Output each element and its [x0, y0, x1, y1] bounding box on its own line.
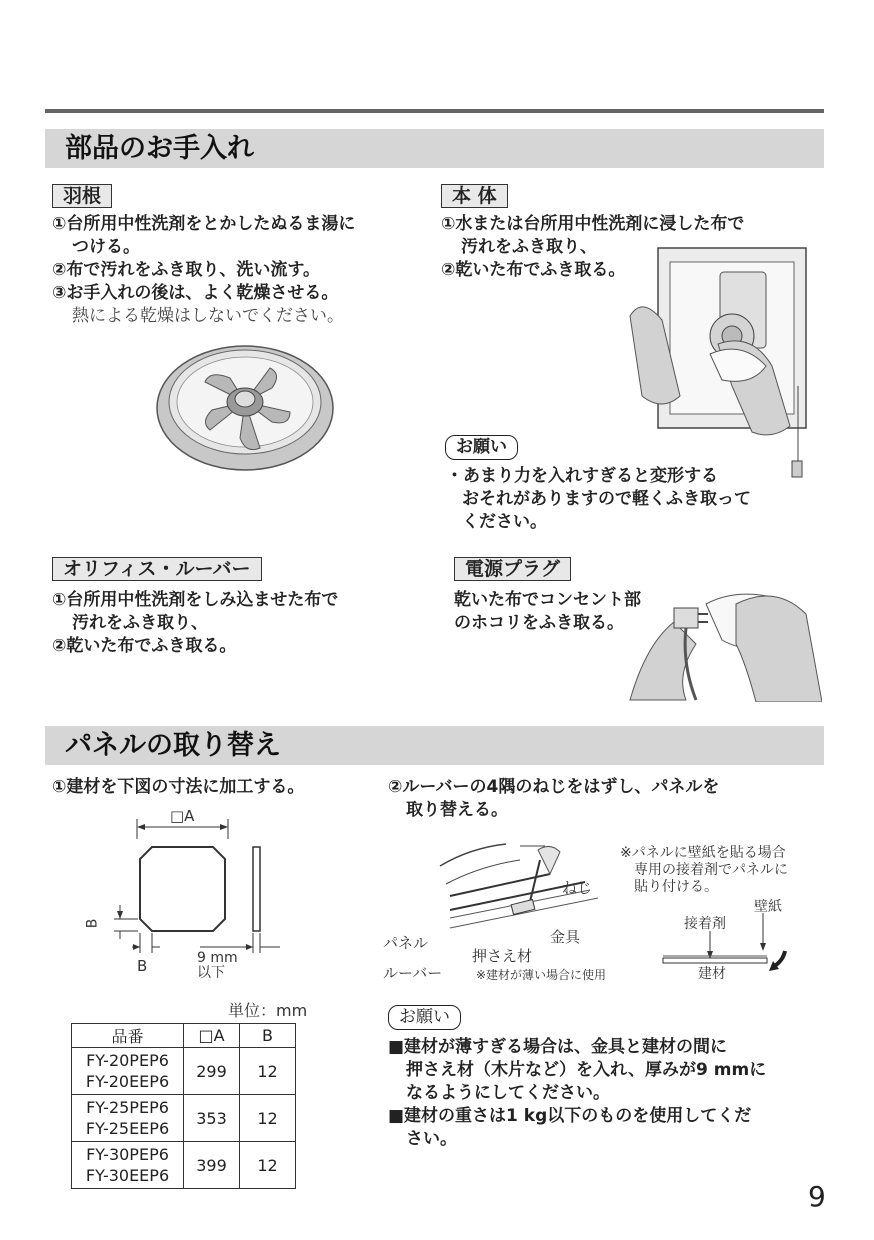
body-request-label: お願い	[445, 435, 518, 460]
blade-step-3: ③お手入れの後は、よく乾燥させる。	[52, 283, 339, 303]
top-rule	[45, 109, 824, 113]
body-step-1-cont: 汚れをふき取り、	[461, 237, 597, 257]
model-number: FY-25EEP6	[85, 1119, 170, 1138]
dim-b-bottom-label: B	[137, 957, 148, 975]
body-step-2: ②乾いた布でふき取る。	[441, 260, 626, 280]
plug-label: 電源プラグ	[454, 557, 571, 581]
panel-step-2: ②ルーバーの4隅のねじをはずし、パネルを	[388, 777, 720, 797]
table-header-row	[72, 1024, 296, 1048]
a-value: 299	[184, 1048, 240, 1095]
dim-thickness: 9 mm	[197, 950, 238, 966]
blade-step-1: ①台所用中性洗剤をとかしたぬるま湯に	[52, 214, 356, 234]
dim-a-label: □A	[170, 807, 195, 825]
orifice-label: オリフィス・ルーバー	[52, 557, 262, 581]
header-b: B	[240, 1024, 296, 1048]
fan-illustration	[150, 330, 340, 480]
panel-request-line-5: さい。	[406, 1129, 457, 1149]
plug-cleaning-illustration	[626, 584, 822, 702]
orifice-step-1: ①台所用中性洗剤をしみ込ませた布で	[52, 590, 339, 610]
dim-thickness-note: 以下	[197, 965, 225, 981]
body-request-line-2: おそれがありますので軽くふき取って	[462, 489, 751, 509]
spec-table	[71, 1023, 296, 1189]
label-presser-note: ※建材が薄い場合に使用	[476, 968, 607, 982]
panel-request-label: お願い	[388, 1005, 461, 1030]
label-bracket: 金具	[550, 928, 581, 946]
model-cell	[72, 1142, 184, 1189]
model-cell	[72, 1048, 184, 1095]
model-number: FY-20EEP6	[85, 1072, 170, 1091]
blade-note: 熱による乾燥はしないでください。	[72, 306, 344, 326]
body-step-1: ①水または台所用中性洗剤に浸した布で	[441, 214, 745, 234]
label-wallpaper: 壁紙	[754, 899, 782, 915]
wallpaper-note-line-1: ※パネルに壁紙を貼る場合	[620, 845, 786, 861]
dimension-diagram	[80, 805, 300, 980]
label-adhesive: 接着剤	[684, 916, 726, 932]
blade-step-1-cont: つける。	[72, 237, 140, 257]
blade-label: 羽根	[52, 184, 112, 208]
page-number: 9	[808, 1180, 826, 1213]
header-model: 品番	[72, 1024, 184, 1048]
header-a: □A	[184, 1024, 240, 1048]
label-louver: ルーバー	[383, 964, 443, 982]
label-panel: パネル	[383, 934, 429, 952]
wallpaper-note-line-3: 貼り付ける。	[634, 879, 718, 895]
wallpaper-diagram	[655, 905, 805, 980]
body-request-line-3: ください。	[462, 512, 547, 532]
model-number: FY-30PEP6	[86, 1145, 169, 1164]
orifice-step-1-cont: 汚れをふき取り、	[72, 613, 208, 633]
model-number: FY-20PEP6	[86, 1051, 169, 1070]
panel-step-2-cont: 取り替える。	[406, 800, 508, 820]
model-number: FY-25PEP6	[86, 1098, 169, 1117]
table-row	[72, 1142, 296, 1189]
table-row	[72, 1095, 296, 1142]
blade-step-2: ②布で汚れをふき取り、洗い流す。	[52, 260, 321, 280]
model-number: FY-30EEP6	[85, 1166, 170, 1185]
panel-step-1: ①建材を下図の寸法に加工する。	[52, 777, 305, 797]
label-presser: 押さえ材	[472, 947, 533, 965]
body-request-line-1: ・あまり力を入れすぎると変形する	[446, 466, 718, 486]
b-value: 12	[240, 1142, 296, 1189]
wallpaper-note-line-2: 専用の接着剤でパネルに	[634, 862, 788, 878]
section-title-panel: パネルの取り替え	[65, 730, 281, 761]
model-cell	[72, 1095, 184, 1142]
b-value: 12	[240, 1048, 296, 1095]
label-material: 建材	[698, 966, 726, 982]
table-unit: 単位：mm	[228, 1001, 308, 1020]
body-label: 本 体	[441, 184, 508, 208]
section-title-care: 部品のお手入れ	[65, 133, 254, 164]
panel-request-line-4: ■建材の重さは1 kg以下のものを使用してくだ	[388, 1106, 752, 1126]
a-value: 399	[184, 1142, 240, 1189]
orifice-step-2: ②乾いた布でふき取る。	[52, 636, 237, 656]
body-cleaning-illustration	[622, 236, 812, 486]
dim-b-side-label: B	[84, 918, 101, 929]
plug-line-2: のホコリをふき取る。	[454, 613, 624, 633]
panel-request-line-3: なるようにしてください。	[406, 1083, 610, 1103]
label-screw: ねじ	[562, 879, 593, 897]
a-value: 353	[184, 1095, 240, 1142]
table-row	[72, 1048, 296, 1095]
b-value: 12	[240, 1095, 296, 1142]
plug-line-1: 乾いた布でコンセント部	[454, 590, 641, 610]
panel-request-line-1: ■建材が薄すぎる場合は、金具と建材の間に	[388, 1037, 728, 1057]
panel-request-line-2: 押さえ材（木片など）を入れ、厚みが9 mmに	[406, 1060, 767, 1080]
